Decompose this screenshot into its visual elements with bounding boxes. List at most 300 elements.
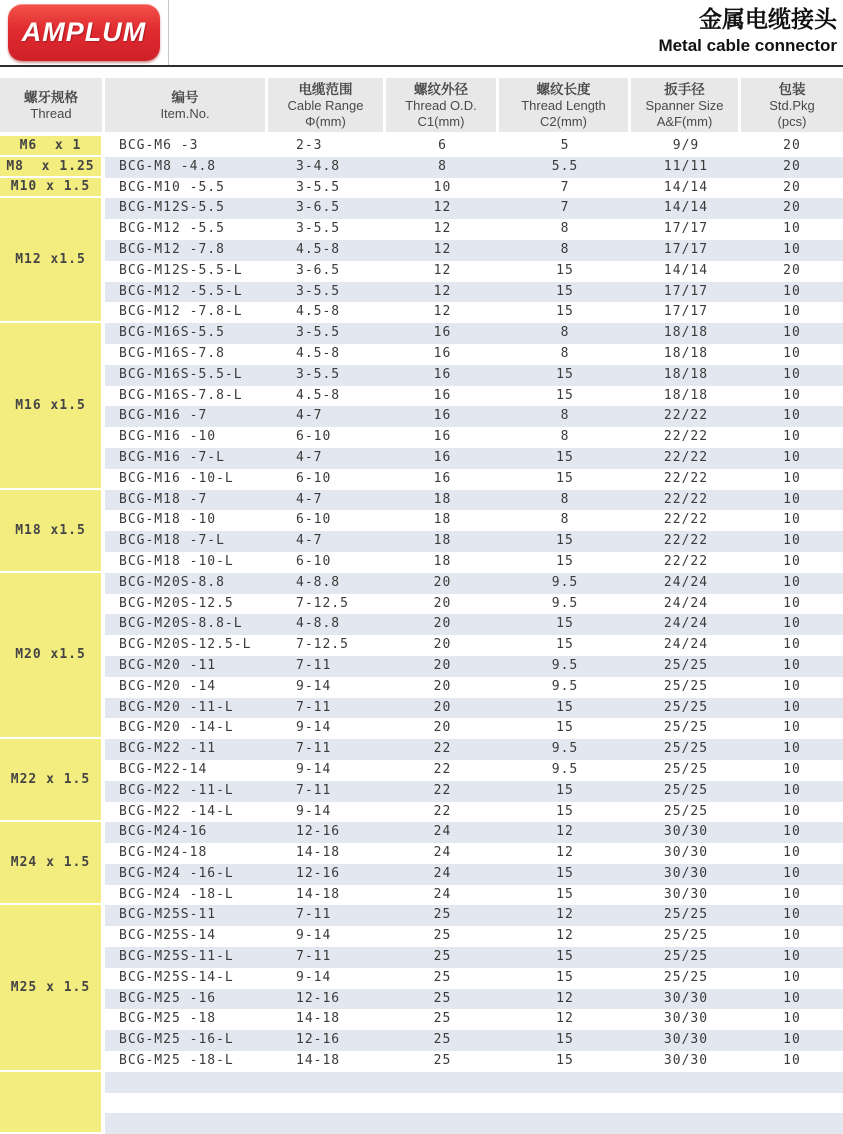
item-no-cell: BCG-M16S-5.5-L: [105, 365, 268, 386]
thread-length-cell: [499, 1093, 631, 1114]
spanner-size-cell: 25/25: [631, 698, 741, 719]
spanner-size-cell: 18/18: [631, 344, 741, 365]
cable-range-cell: 14-18: [268, 885, 386, 906]
item-no-cell: BCG-M25S-11-L: [105, 947, 268, 968]
std-pkg-cell: 10: [741, 344, 843, 365]
std-pkg-cell: 20: [741, 198, 843, 219]
thread-od-cell: 6: [386, 136, 499, 157]
thread-length-cell: 8: [499, 219, 631, 240]
page-header: [0, 0, 843, 67]
cable-range-cell: [268, 1093, 386, 1114]
column-header-text: Std.Pkg: [769, 97, 815, 113]
item-no-cell: BCG-M25 -16-L: [105, 1030, 268, 1051]
thread-group-cell: M6 x 1: [0, 136, 105, 157]
cable-range-cell: 14-18: [268, 1009, 386, 1030]
std-pkg-cell: [741, 1113, 843, 1134]
thread-length-cell: 15: [499, 635, 631, 656]
cable-range-cell: 9-14: [268, 718, 386, 739]
column-header-thread-length: [499, 78, 631, 132]
thread-length-cell: 12: [499, 926, 631, 947]
thread-od-cell: [386, 1113, 499, 1134]
spanner-size-cell: 30/30: [631, 1030, 741, 1051]
std-pkg-cell: 10: [741, 947, 843, 968]
column-header-text: 电缆范围: [298, 81, 353, 97]
column-header-text: Thread Length: [521, 97, 606, 113]
std-pkg-cell: 20: [741, 136, 843, 157]
cable-range-cell: 7-11: [268, 905, 386, 926]
cable-range-cell: 14-18: [268, 1051, 386, 1072]
item-no-cell: [105, 1113, 268, 1134]
thread-length-cell: 15: [499, 802, 631, 823]
thread-group-cell: M16 x1.5: [0, 323, 105, 489]
std-pkg-cell: 10: [741, 677, 843, 698]
thread-length-cell: 9.5: [499, 739, 631, 760]
table-header-row: [0, 78, 843, 132]
item-no-cell: BCG-M8 -4.8: [105, 157, 268, 178]
thread-length-cell: 12: [499, 989, 631, 1010]
cable-range-cell: 4-8.8: [268, 573, 386, 594]
thread-od-cell: 12: [386, 219, 499, 240]
cable-range-cell: 3-4.8: [268, 157, 386, 178]
thread-length-cell: 8: [499, 427, 631, 448]
spanner-size-cell: 25/25: [631, 926, 741, 947]
thread-group-cell: M24 x 1.5: [0, 822, 105, 905]
spanner-size-cell: 24/24: [631, 573, 741, 594]
thread-od-cell: 22: [386, 781, 499, 802]
spanner-size-cell: [631, 1072, 741, 1093]
item-no-cell: BCG-M12 -7.8: [105, 240, 268, 261]
thread-od-cell: 18: [386, 531, 499, 552]
thread-length-cell: 9.5: [499, 656, 631, 677]
spanner-size-cell: 22/22: [631, 552, 741, 573]
thread-group-cell: M10 x 1.5: [0, 178, 105, 199]
thread-od-cell: 12: [386, 198, 499, 219]
cable-range-cell: 9-14: [268, 802, 386, 823]
spanner-size-cell: 17/17: [631, 302, 741, 323]
std-pkg-cell: 10: [741, 386, 843, 407]
spanner-size-cell: 30/30: [631, 989, 741, 1010]
cable-range-cell: 2-3: [268, 136, 386, 157]
thread-group-cell-empty: [0, 1072, 105, 1134]
thread-od-cell: [386, 1093, 499, 1114]
std-pkg-cell: 10: [741, 531, 843, 552]
item-no-cell: [105, 1093, 268, 1114]
thread-group-cell: M18 x1.5: [0, 490, 105, 573]
std-pkg-cell: 10: [741, 552, 843, 573]
item-no-cell: [105, 1072, 268, 1093]
spanner-size-cell: 18/18: [631, 386, 741, 407]
spanner-size-cell: 22/22: [631, 427, 741, 448]
std-pkg-cell: 10: [741, 614, 843, 635]
std-pkg-cell: 10: [741, 323, 843, 344]
page-title-cn: 金属电缆接头: [699, 6, 837, 32]
thread-od-cell: 20: [386, 656, 499, 677]
cable-range-cell: 7-11: [268, 781, 386, 802]
column-header-text: 包装: [778, 81, 806, 97]
thread-length-cell: 9.5: [499, 594, 631, 615]
item-no-cell: BCG-M24-16: [105, 822, 268, 843]
item-no-cell: BCG-M16S-7.8: [105, 344, 268, 365]
spanner-size-cell: 25/25: [631, 677, 741, 698]
thread-length-cell: 15: [499, 614, 631, 635]
std-pkg-cell: 10: [741, 760, 843, 781]
column-header-text: Thread: [30, 105, 72, 121]
std-pkg-cell: 10: [741, 406, 843, 427]
cable-range-cell: 4-7: [268, 406, 386, 427]
item-no-cell: BCG-M20 -11-L: [105, 698, 268, 719]
spanner-size-cell: 9/9: [631, 136, 741, 157]
thread-length-cell: 12: [499, 1009, 631, 1030]
thread-od-cell: 12: [386, 282, 499, 303]
spanner-size-cell: 30/30: [631, 864, 741, 885]
thread-od-cell: 20: [386, 635, 499, 656]
column-header-thread-o-d-: [386, 78, 499, 132]
thread-od-cell: 24: [386, 864, 499, 885]
std-pkg-cell: 10: [741, 843, 843, 864]
spanner-size-cell: 25/25: [631, 905, 741, 926]
item-no-cell: BCG-M16S-5.5: [105, 323, 268, 344]
thread-length-cell: 7: [499, 178, 631, 199]
spanner-size-cell: 24/24: [631, 614, 741, 635]
cable-range-cell: 6-10: [268, 552, 386, 573]
cable-range-cell: 4-7: [268, 531, 386, 552]
thread-length-cell: 8: [499, 510, 631, 531]
spanner-size-cell: 24/24: [631, 594, 741, 615]
thread-od-cell: 12: [386, 240, 499, 261]
spanner-size-cell: 14/14: [631, 261, 741, 282]
thread-od-cell: 8: [386, 157, 499, 178]
spanner-size-cell: 25/25: [631, 718, 741, 739]
thread-od-cell: 20: [386, 677, 499, 698]
thread-length-cell: 8: [499, 406, 631, 427]
cable-range-cell: 7-12.5: [268, 594, 386, 615]
page-title-en: Metal cable connector: [658, 36, 837, 55]
thread-od-cell: 22: [386, 739, 499, 760]
std-pkg-cell: [741, 1093, 843, 1114]
thread-od-cell: 25: [386, 905, 499, 926]
spanner-size-cell: 22/22: [631, 406, 741, 427]
column-header-text: Item.No.: [160, 105, 210, 121]
spanner-size-cell: 24/24: [631, 635, 741, 656]
cable-range-cell: 3-5.5: [268, 323, 386, 344]
thread-od-cell: [386, 1072, 499, 1093]
item-no-cell: BCG-M18 -7: [105, 490, 268, 511]
std-pkg-cell: 10: [741, 219, 843, 240]
std-pkg-cell: 10: [741, 656, 843, 677]
amplum-logo: [8, 4, 160, 61]
spanner-size-cell: 25/25: [631, 656, 741, 677]
cable-range-cell: 3-6.5: [268, 261, 386, 282]
cable-range-cell: 6-10: [268, 427, 386, 448]
thread-od-cell: 16: [386, 386, 499, 407]
thread-length-cell: 7: [499, 198, 631, 219]
cable-range-cell: 4.5-8: [268, 240, 386, 261]
thread-od-cell: 24: [386, 822, 499, 843]
std-pkg-cell: 10: [741, 885, 843, 906]
item-no-cell: BCG-M20S-12.5: [105, 594, 268, 615]
item-no-cell: BCG-M20 -14: [105, 677, 268, 698]
thread-od-cell: 18: [386, 510, 499, 531]
thread-od-cell: 24: [386, 843, 499, 864]
spanner-size-cell: [631, 1093, 741, 1114]
std-pkg-cell: 10: [741, 240, 843, 261]
item-no-cell: BCG-M16S-7.8-L: [105, 386, 268, 407]
spanner-size-cell: 25/25: [631, 739, 741, 760]
thread-od-cell: 10: [386, 178, 499, 199]
item-no-cell: BCG-M18 -10: [105, 510, 268, 531]
thread-length-cell: 15: [499, 698, 631, 719]
thread-od-cell: 16: [386, 344, 499, 365]
cable-range-cell: 12-16: [268, 1030, 386, 1051]
item-no-cell: BCG-M22-14: [105, 760, 268, 781]
spanner-size-cell: 18/18: [631, 365, 741, 386]
item-no-cell: BCG-M25 -18: [105, 1009, 268, 1030]
cable-range-cell: 7-11: [268, 698, 386, 719]
spanner-size-cell: 22/22: [631, 531, 741, 552]
spanner-size-cell: 25/25: [631, 968, 741, 989]
thread-length-cell: 8: [499, 490, 631, 511]
cable-range-cell: 7-11: [268, 656, 386, 677]
logo-text: AMPLUM: [21, 17, 147, 47]
column-header-thread: [0, 78, 105, 132]
std-pkg-cell: 10: [741, 427, 843, 448]
cable-range-cell: 6-10: [268, 510, 386, 531]
std-pkg-cell: 10: [741, 490, 843, 511]
thread-length-cell: [499, 1113, 631, 1134]
item-no-cell: BCG-M20S-8.8: [105, 573, 268, 594]
item-no-cell: BCG-M6 -3: [105, 136, 268, 157]
thread-od-cell: 16: [386, 406, 499, 427]
column-header-text: C1(mm): [417, 113, 465, 129]
thread-length-cell: 15: [499, 282, 631, 303]
thread-length-cell: 9.5: [499, 573, 631, 594]
spanner-size-cell: 17/17: [631, 282, 741, 303]
column-header-text: 扳手径: [664, 81, 705, 97]
spanner-size-cell: 25/25: [631, 781, 741, 802]
spanner-size-cell: 14/14: [631, 178, 741, 199]
column-header-text: Cable Range: [287, 97, 364, 113]
item-no-cell: BCG-M24-18: [105, 843, 268, 864]
cable-range-cell: 3-6.5: [268, 198, 386, 219]
cable-range-cell: 3-5.5: [268, 282, 386, 303]
thread-group-cell: M20 x1.5: [0, 573, 105, 739]
thread-group-cell: M8 x 1.25: [0, 157, 105, 178]
std-pkg-cell: 10: [741, 510, 843, 531]
column-header-cable-range: [268, 78, 386, 132]
std-pkg-cell: 10: [741, 739, 843, 760]
item-no-cell: BCG-M12 -7.8-L: [105, 302, 268, 323]
item-no-cell: BCG-M25 -16: [105, 989, 268, 1010]
thread-od-cell: 22: [386, 802, 499, 823]
thread-od-cell: 20: [386, 698, 499, 719]
item-no-cell: BCG-M25S-14: [105, 926, 268, 947]
thread-length-cell: 12: [499, 843, 631, 864]
spanner-size-cell: 30/30: [631, 1009, 741, 1030]
thread-group-cell: M22 x 1.5: [0, 739, 105, 822]
std-pkg-cell: 10: [741, 302, 843, 323]
cable-range-cell: 14-18: [268, 843, 386, 864]
cable-range-cell: 4-8.8: [268, 614, 386, 635]
item-no-cell: BCG-M18 -10-L: [105, 552, 268, 573]
thread-length-cell: 15: [499, 365, 631, 386]
item-no-cell: BCG-M22 -14-L: [105, 802, 268, 823]
thread-length-cell: 15: [499, 1030, 631, 1051]
thread-od-cell: 20: [386, 718, 499, 739]
cable-range-cell: 4.5-8: [268, 386, 386, 407]
item-no-cell: BCG-M16 -10-L: [105, 469, 268, 490]
std-pkg-cell: 10: [741, 822, 843, 843]
spanner-size-cell: 30/30: [631, 843, 741, 864]
thread-length-cell: 15: [499, 261, 631, 282]
item-no-cell: BCG-M20S-12.5-L: [105, 635, 268, 656]
cable-range-cell: 4.5-8: [268, 344, 386, 365]
thread-length-cell: 15: [499, 781, 631, 802]
column-header-text: A&F(mm): [656, 113, 713, 129]
cable-range-cell: 7-12.5: [268, 635, 386, 656]
spanner-size-cell: 22/22: [631, 510, 741, 531]
thread-od-cell: 16: [386, 448, 499, 469]
column-header-text: (pcs): [777, 113, 807, 129]
column-header-text: Φ(mm): [305, 113, 346, 129]
thread-od-cell: 25: [386, 1030, 499, 1051]
cable-range-cell: 4-7: [268, 448, 386, 469]
spanner-size-cell: [631, 1113, 741, 1134]
thread-od-cell: 20: [386, 614, 499, 635]
thread-length-cell: 15: [499, 885, 631, 906]
item-no-cell: BCG-M25S-11: [105, 905, 268, 926]
thread-length-cell: 9.5: [499, 760, 631, 781]
item-no-cell: BCG-M22 -11: [105, 739, 268, 760]
std-pkg-cell: 10: [741, 718, 843, 739]
thread-od-cell: 16: [386, 427, 499, 448]
std-pkg-cell: 10: [741, 282, 843, 303]
std-pkg-cell: 10: [741, 469, 843, 490]
thread-length-cell: 15: [499, 552, 631, 573]
item-no-cell: BCG-M20 -14-L: [105, 718, 268, 739]
column-header-item-no-: [105, 78, 268, 132]
item-no-cell: BCG-M16 -10: [105, 427, 268, 448]
item-no-cell: BCG-M25 -18-L: [105, 1051, 268, 1072]
thread-od-cell: 12: [386, 302, 499, 323]
item-no-cell: BCG-M16 -7-L: [105, 448, 268, 469]
std-pkg-cell: 10: [741, 698, 843, 719]
cable-range-cell: 9-14: [268, 968, 386, 989]
item-no-cell: BCG-M20S-8.8-L: [105, 614, 268, 635]
thread-length-cell: 15: [499, 386, 631, 407]
std-pkg-cell: 10: [741, 635, 843, 656]
std-pkg-cell: 10: [741, 365, 843, 386]
std-pkg-cell: 10: [741, 573, 843, 594]
item-no-cell: BCG-M25S-14-L: [105, 968, 268, 989]
thread-od-cell: 16: [386, 323, 499, 344]
thread-od-cell: 22: [386, 760, 499, 781]
std-pkg-cell: 20: [741, 178, 843, 199]
spanner-size-cell: 22/22: [631, 469, 741, 490]
item-no-cell: BCG-M20 -11: [105, 656, 268, 677]
spanner-size-cell: 14/14: [631, 198, 741, 219]
std-pkg-cell: 10: [741, 448, 843, 469]
thread-length-cell: 15: [499, 531, 631, 552]
cable-range-cell: 6-10: [268, 469, 386, 490]
std-pkg-cell: 10: [741, 989, 843, 1010]
item-no-cell: BCG-M24 -16-L: [105, 864, 268, 885]
spanner-size-cell: 30/30: [631, 822, 741, 843]
thread-length-cell: 15: [499, 864, 631, 885]
thread-od-cell: 20: [386, 594, 499, 615]
std-pkg-cell: 10: [741, 926, 843, 947]
thread-length-cell: 15: [499, 469, 631, 490]
std-pkg-cell: 10: [741, 1030, 843, 1051]
column-header-text: C2(mm): [540, 113, 587, 129]
thread-group-cell: M25 x 1.5: [0, 905, 105, 1071]
spanner-size-cell: 17/17: [631, 219, 741, 240]
thread-od-cell: 24: [386, 885, 499, 906]
thread-length-cell: 15: [499, 302, 631, 323]
thread-length-cell: 15: [499, 1051, 631, 1072]
thread-od-cell: 18: [386, 490, 499, 511]
spanner-size-cell: 18/18: [631, 323, 741, 344]
thread-od-cell: 25: [386, 926, 499, 947]
thread-od-cell: 25: [386, 1051, 499, 1072]
thread-od-cell: 16: [386, 365, 499, 386]
item-no-cell: BCG-M22 -11-L: [105, 781, 268, 802]
std-pkg-cell: 20: [741, 261, 843, 282]
thread-length-cell: 15: [499, 947, 631, 968]
thread-length-cell: 5.5: [499, 157, 631, 178]
thread-length-cell: 5: [499, 136, 631, 157]
std-pkg-cell: 10: [741, 1051, 843, 1072]
item-no-cell: BCG-M24 -18-L: [105, 885, 268, 906]
cable-range-cell: 4-7: [268, 490, 386, 511]
cable-range-cell: 12-16: [268, 989, 386, 1010]
cable-range-cell: 3-5.5: [268, 365, 386, 386]
thread-length-cell: 15: [499, 968, 631, 989]
page-titles: [658, 4, 837, 58]
item-no-cell: BCG-M10 -5.5: [105, 178, 268, 199]
header-divider: [168, 0, 169, 65]
cable-range-cell: 9-14: [268, 760, 386, 781]
cable-range-cell: 12-16: [268, 822, 386, 843]
thread-length-cell: 12: [499, 822, 631, 843]
spanner-size-cell: 25/25: [631, 947, 741, 968]
cable-range-cell: 7-11: [268, 947, 386, 968]
thread-length-cell: 15: [499, 448, 631, 469]
thread-od-cell: 25: [386, 947, 499, 968]
thread-od-cell: 12: [386, 261, 499, 282]
item-no-cell: BCG-M12 -5.5-L: [105, 282, 268, 303]
cable-range-cell: 3-5.5: [268, 219, 386, 240]
std-pkg-cell: 10: [741, 905, 843, 926]
column-header-spanner-size: [631, 78, 741, 132]
thread-length-cell: 12: [499, 905, 631, 926]
thread-od-cell: 20: [386, 573, 499, 594]
thread-length-cell: 9.5: [499, 677, 631, 698]
column-header-text: 编号: [171, 89, 199, 105]
thread-length-cell: 8: [499, 344, 631, 365]
std-pkg-cell: [741, 1072, 843, 1093]
thread-length-cell: 8: [499, 323, 631, 344]
std-pkg-cell: 10: [741, 1009, 843, 1030]
cable-range-cell: 9-14: [268, 677, 386, 698]
spanner-size-cell: 25/25: [631, 760, 741, 781]
column-header-text: Thread O.D.: [405, 97, 477, 113]
thread-od-cell: 16: [386, 469, 499, 490]
spanner-size-cell: 11/11: [631, 157, 741, 178]
thread-length-cell: [499, 1072, 631, 1093]
thread-group-cell: M12 x1.5: [0, 198, 105, 323]
std-pkg-cell: 10: [741, 802, 843, 823]
column-header-text: 螺纹外径: [414, 81, 468, 97]
